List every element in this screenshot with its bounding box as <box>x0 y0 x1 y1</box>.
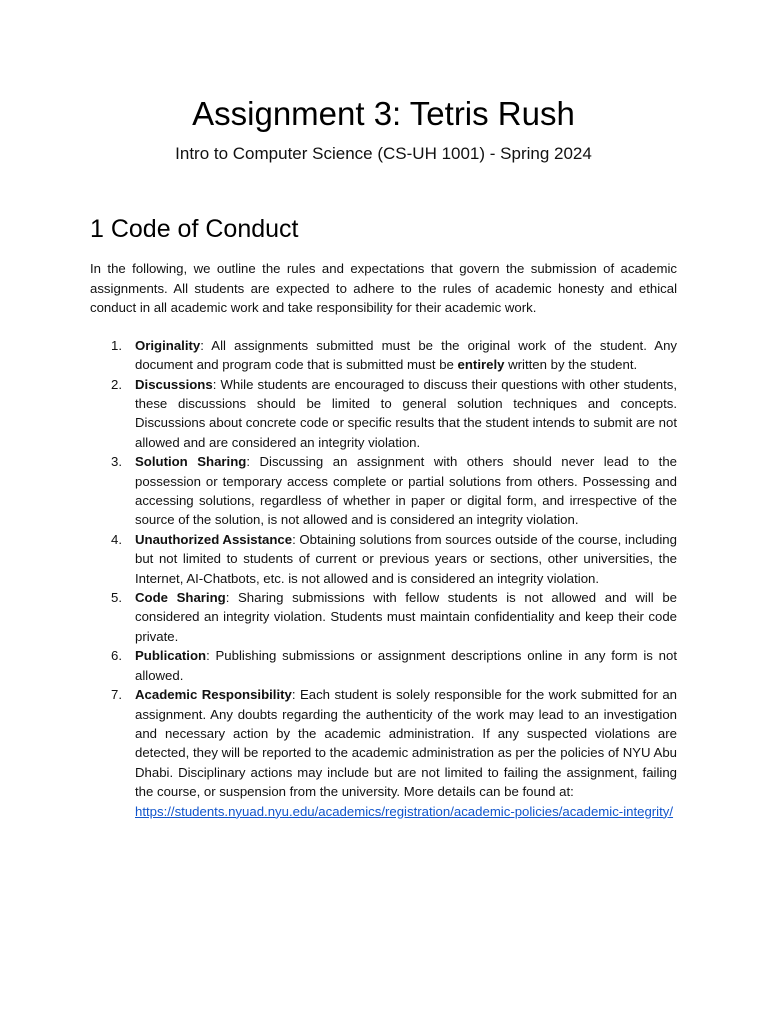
rule-publication <box>111 646 677 685</box>
section-intro: In the following, we outline the rules and expectations that govern the submission of academic assignments. All students are expected to adhere to the rules of academic honesty and ethical conduct in all academic work and take responsibility for their academic work. <box>90 261 677 316</box>
rule-text: : While students are encouraged to discuss their questions with other students, these discussions should be limited to general solution techniques and concepts. Discussions about concrete code or specific results that the student intends to submit are not allowed and are considered an integrity violation. <box>135 376 677 450</box>
rule-academic-responsibility <box>111 685 678 821</box>
rule-number: 3. <box>111 454 122 470</box>
section-heading: 1 Code of Conduct <box>90 215 299 243</box>
rule-number: 2. <box>111 376 122 392</box>
rule-title: Code Sharing <box>135 590 226 606</box>
rule-text: : Discussing an assignment with others should never lead to the possession or temporary access complete or partial solutions from others. Possessing and accessing solutions, regardless of whether in paper or digital form, and irrespective of the source of the solution, is not allowed and is considered an integrity violation. <box>135 454 677 528</box>
rule-text-end: written by the student. <box>504 357 638 373</box>
rule-emphasis: entirely <box>457 357 505 373</box>
rule-solution-sharing <box>111 452 677 530</box>
rule-title: Academic Responsibility <box>135 687 292 703</box>
rule-unauthorized-assistance <box>111 530 677 588</box>
rule-text: : Each student is solely responsible for the work submitted for an assignment. Any doubts regarding the authenticity of the work may lead to an investigation and necessary action by the academic administration. If any suspected violations are detected, they will be reported to the academic administration as per the policies of NYU Abu Dhabi. Disciplinary actions may include but are not limited to failing the assignment, failing the course, or suspension from the university. More details can be found at: <box>135 687 678 800</box>
document-title: Assignment 3: Tetris Rush <box>192 95 575 132</box>
rule-text: : Publishing submissions or assignment descriptions online in any form is not allowed. <box>135 648 677 683</box>
rule-title: Solution Sharing <box>135 454 247 470</box>
rule-number: 7. <box>111 687 122 703</box>
rule-text: : Sharing submissions with fellow students is not allowed and will be considered an integrity violation. Students must maintain confidentiality and keep their code private. <box>135 590 677 644</box>
rule-originality <box>111 336 677 375</box>
rule-code-sharing <box>111 588 677 646</box>
rule-number: 4. <box>111 531 122 547</box>
rule-text: : Obtaining solutions from sources outside of the course, including but not limited to students of current or previous years or sections, other universities, the Internet, AI-Chatbots, etc. is not allowed and is considered an integrity violation. <box>135 531 677 586</box>
rule-title: Publication <box>135 648 207 664</box>
rule-title: Discussions <box>135 376 213 392</box>
rule-discussions <box>111 375 677 453</box>
academic-integrity-link[interactable]: https://students.nyuad.nyu.edu/academics/registration/academic-policies/academic-integrity/ <box>135 803 674 819</box>
rule-title: Unauthorized Assistance <box>135 531 293 547</box>
document-subtitle: Intro to Computer Science (CS-UH 1001) - Spring 2024 <box>175 144 592 163</box>
rule-title: Originality <box>135 337 201 353</box>
rule-number: 5. <box>111 590 122 606</box>
rule-text: : All assignments submitted must be the original work of the student. Any document and program code that is submitted must be <box>135 337 677 373</box>
rules-list <box>90 336 677 821</box>
rule-number: 6. <box>111 648 122 664</box>
rule-number: 1. <box>111 337 122 353</box>
